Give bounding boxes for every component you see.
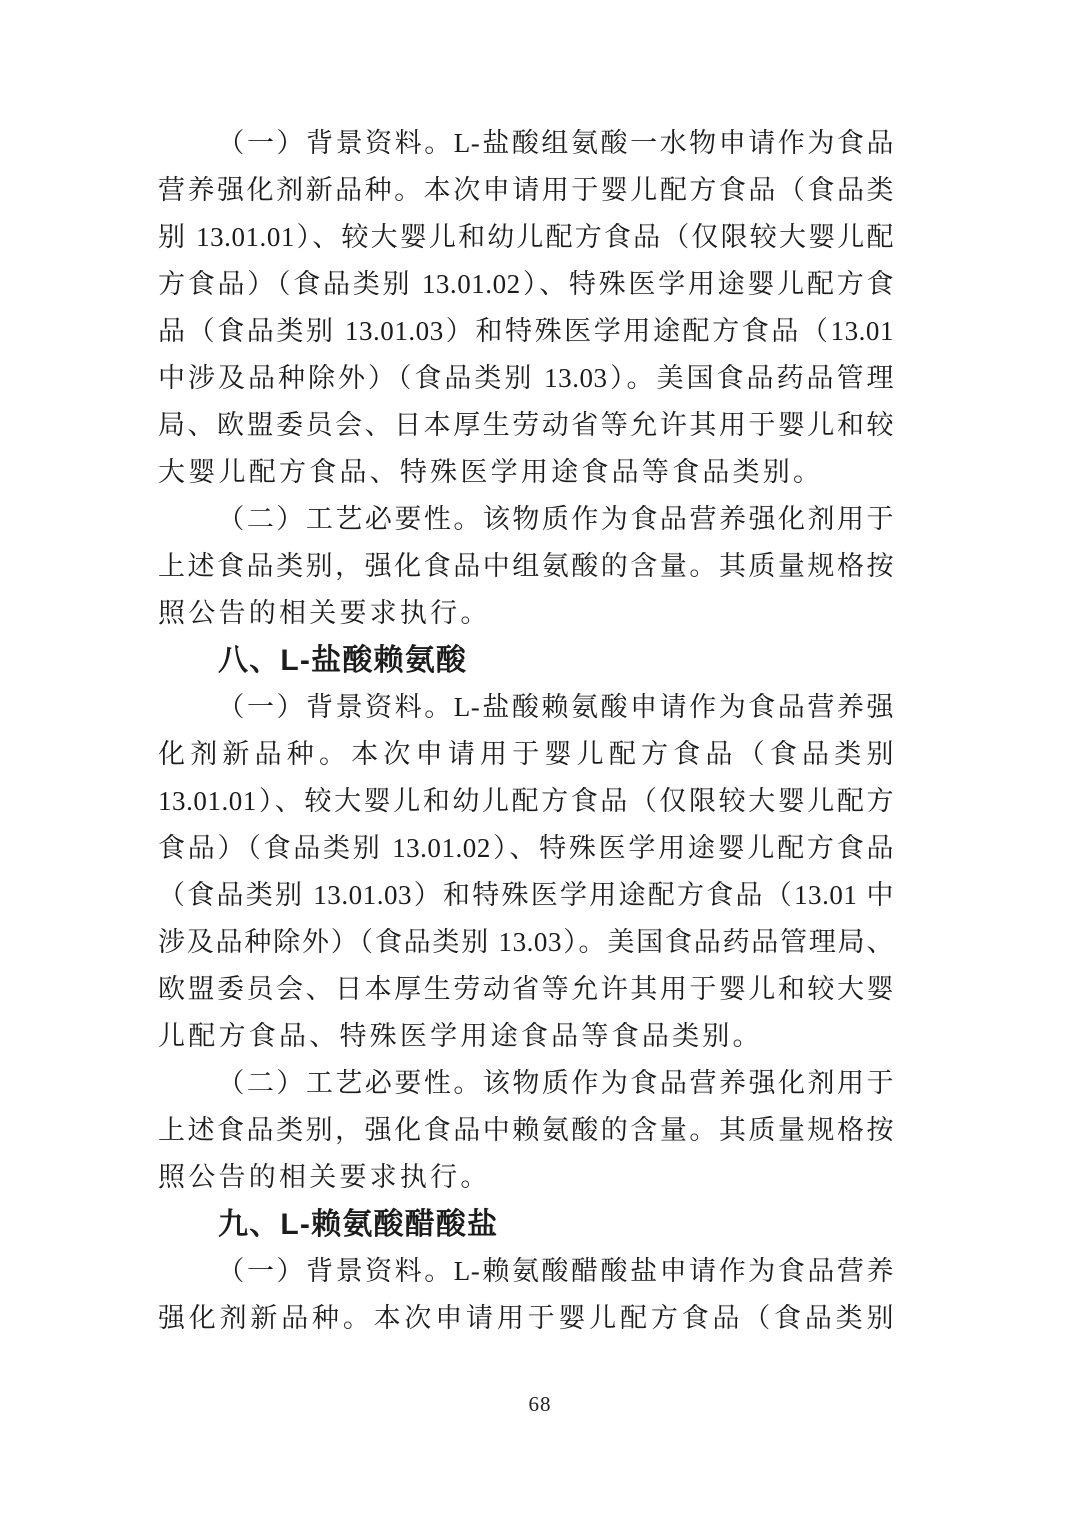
text-line: （二）工艺必要性。该物质作为食品营养强化剂用于 [217,504,894,534]
heading-line: 八、L-盐酸赖氨酸 [218,644,468,677]
section-heading [158,1201,894,1248]
text-line: 13.01.01）、较大婴儿和幼儿配方食品（仅限较大婴儿配方 [158,786,894,816]
page-number: 68 [528,1392,552,1416]
text-line: 涉及品种除外）（食品类别 13.03）。美国食品药品管理局、 [158,927,894,957]
text-line: 强化剂新品种。本次申请用于婴儿配方食品（食品类别 [158,1303,894,1333]
text-line: 品（食品类别 13.01.03）和特殊医学用途配方食品（13.01 [158,316,894,346]
text-line: 儿配方食品、特殊医学用途食品等食品类别。 [158,1021,763,1051]
text-line: （食品类别 13.01.03）和特殊医学用途配方食品（13.01 中 [158,880,894,910]
text-line: 别 13.01.01）、较大婴儿和幼儿配方食品（仅限较大婴儿配 [158,222,894,252]
text-line: 上述食品类别，强化食品中赖氨酸的含量。其质量规格按 [158,1115,894,1145]
heading-line: 九、L-赖氨酸醋酸盐 [218,1208,499,1241]
text-line: （一）背景资料。L-赖氨酸醋酸盐申请作为食品营养 [217,1256,894,1286]
paragraph [158,684,894,1060]
text-line: （一）背景资料。L-盐酸组氨酸一水物申请作为食品 [217,128,894,158]
section-heading [158,637,894,684]
text-line: 中涉及品种除外）（食品类别 13.03）。美国食品药品管理 [158,363,894,393]
text-line: 方食品）（食品类别 13.01.02）、特殊医学用途婴儿配方食 [158,269,894,299]
paragraph [158,1248,894,1342]
text-line: 化剂新品种。本次申请用于婴儿配方食品（食品类别 [158,739,894,769]
paragraph [158,496,894,637]
paragraph [158,1060,894,1201]
text-line: 欧盟委员会、日本厚生劳动省等允许其用于婴儿和较大婴 [158,974,894,1004]
text-line: 上述食品类别，强化食品中组氨酸的含量。其质量规格按 [158,551,894,581]
text-line: 局、欧盟委员会、日本厚生劳动省等允许其用于婴儿和较 [158,410,894,440]
text-line: 照公告的相关要求执行。 [158,598,491,628]
text-line: 食品）（食品类别 13.01.02）、特殊医学用途婴儿配方食品 [158,833,894,863]
text-line: 营养强化剂新品种。本次申请用于婴儿配方食品（食品类 [158,175,894,205]
text-column [158,120,894,1342]
text-line: 照公告的相关要求执行。 [158,1162,491,1192]
text-line: （一）背景资料。L-盐酸赖氨酸申请作为食品营养强 [217,692,894,722]
paragraph [158,120,894,496]
text-line: 大婴儿配方食品、特殊医学用途食品等食品类别。 [158,457,824,487]
text-line: （二）工艺必要性。该物质作为食品营养强化剂用于 [217,1068,894,1098]
